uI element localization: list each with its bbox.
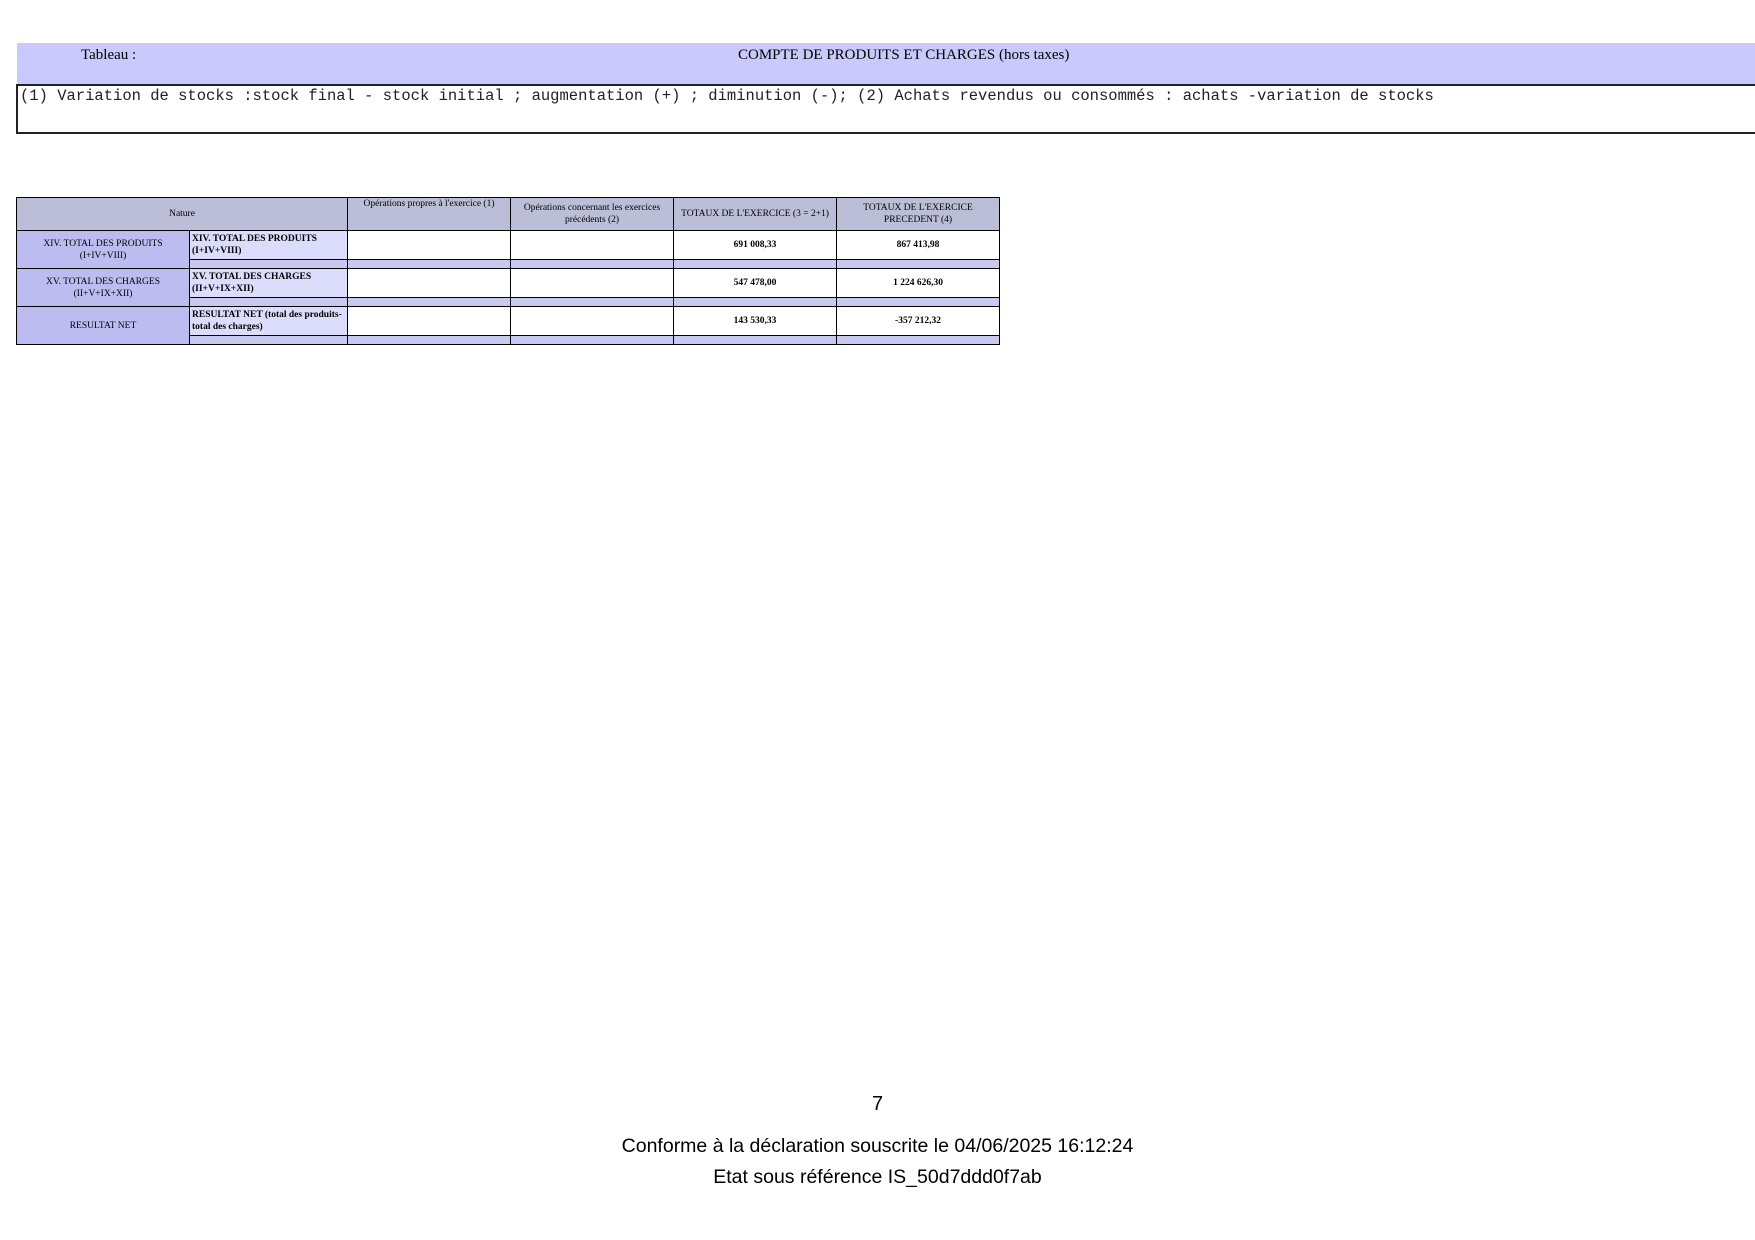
spacer-cell xyxy=(190,260,348,269)
cell-own-operations xyxy=(348,231,511,260)
spacer-cell xyxy=(511,260,674,269)
table-header-row xyxy=(17,198,1000,231)
cell-year-total: 143 530,33 xyxy=(674,307,837,336)
cell-previous-operations xyxy=(511,231,674,260)
cell-previous-year-total: -357 212,32 xyxy=(837,307,1000,336)
page-number: 7 xyxy=(871,1093,884,1115)
cell-own-operations xyxy=(348,269,511,298)
spacer-cell xyxy=(674,336,837,345)
spacer-cell xyxy=(511,336,674,345)
footnote-text: (1) Variation de stocks :stock final - stock initial ; augmentation (+) ; diminution (-); (2) Achats revendus ou consommés : achats -variation de stocks xyxy=(20,87,1434,105)
page-title: COMPTE DE PRODUITS ET CHARGES (hors taxes) xyxy=(738,47,1070,63)
row-sublabel: RESULTAT NET (total des produits-total des charges) xyxy=(190,307,348,336)
spacer-cell xyxy=(348,336,511,345)
cell-own-operations xyxy=(348,307,511,336)
reference-statement: Etat sous référence IS_50d7ddd0f7ab xyxy=(713,1166,1042,1188)
results-table xyxy=(16,197,1000,345)
cell-previous-year-total: 867 413,98 xyxy=(837,231,1000,260)
cell-previous-year-total: 1 224 626,30 xyxy=(837,269,1000,298)
table-row xyxy=(17,307,1000,336)
header-previous-year-totals: TOTAUX DE L'EXERCICE PRECEDENT (4) xyxy=(837,198,1000,231)
declaration-statement: Conforme à la déclaration souscrite le 04/06/2025 16:12:24 xyxy=(621,1135,1134,1157)
header-year-totals: TOTAUX DE L'EXERCICE (3 = 2+1) xyxy=(674,198,837,231)
spacer-cell xyxy=(348,298,511,307)
spacer-cell xyxy=(837,336,1000,345)
row-label: XV. TOTAL DES CHARGES (II+V+IX+XII) xyxy=(17,269,190,307)
spacer-cell xyxy=(674,298,837,307)
cell-previous-operations xyxy=(511,269,674,298)
table-label: Tableau : xyxy=(81,47,137,63)
table-row xyxy=(17,269,1000,298)
cell-year-total: 691 008,33 xyxy=(674,231,837,260)
row-sublabel: XIV. TOTAL DES PRODUITS (I+IV+VIII) xyxy=(190,231,348,260)
spacer-cell xyxy=(837,260,1000,269)
table-row xyxy=(17,231,1000,260)
header-previous-operations: Opérations concernant les exercices précédents (2) xyxy=(511,198,674,231)
row-label: XIV. TOTAL DES PRODUITS (I+IV+VIII) xyxy=(17,231,190,269)
spacer-cell xyxy=(190,336,348,345)
row-sublabel: XV. TOTAL DES CHARGES (II+V+IX+XII) xyxy=(190,269,348,298)
row-label: RESULTAT NET xyxy=(17,307,190,345)
cell-year-total: 547 478,00 xyxy=(674,269,837,298)
table-header-band xyxy=(17,43,1755,84)
spacer-cell xyxy=(837,298,1000,307)
header-nature: Nature xyxy=(17,198,348,231)
spacer-cell xyxy=(674,260,837,269)
notes-box xyxy=(16,84,1755,134)
spacer-cell xyxy=(348,260,511,269)
spacer-cell xyxy=(511,298,674,307)
cell-previous-operations xyxy=(511,307,674,336)
spacer-cell xyxy=(190,298,348,307)
header-own-operations: Opérations propres à l'exercice (1) xyxy=(348,198,511,231)
